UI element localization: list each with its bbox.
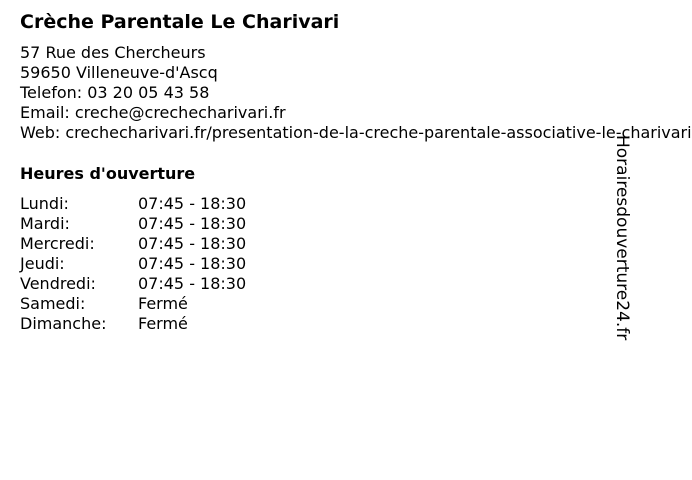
city-address: 59650 Villeneuve-d'Ascq	[20, 63, 218, 82]
time-value: 07:45 - 18:30	[138, 234, 247, 253]
street-address: 57 Rue des Chercheurs	[20, 43, 206, 62]
website-link[interactable]: Web: crechecharivari.fr/presentation-de-la-creche-parentale-associative-le-charivari	[20, 123, 692, 142]
phone-number[interactable]: Telefon: 03 20 05 43 58	[20, 83, 210, 102]
day-label: Samedi:	[20, 294, 86, 313]
hours-row-monday	[20, 194, 280, 214]
opening-hours-heading: Heures d'ouverture	[20, 164, 196, 183]
time-value: Fermé	[138, 314, 188, 333]
day-label: Mardi:	[20, 214, 70, 233]
time-value: 07:45 - 18:30	[138, 194, 247, 213]
day-label: Jeudi:	[20, 254, 65, 273]
hours-row-wednesday	[20, 234, 280, 254]
time-value: 07:45 - 18:30	[138, 274, 247, 293]
hours-row-saturday	[20, 294, 280, 314]
contact-info	[20, 43, 692, 143]
site-brand-watermark: Horairesdouverture24.fr	[612, 135, 632, 341]
page-title: Crèche Parentale Le Charivari	[20, 11, 340, 33]
time-value: Fermé	[138, 294, 188, 313]
day-label: Vendredi:	[20, 274, 96, 293]
opening-hours-list	[20, 194, 280, 334]
hours-row-thursday	[20, 254, 280, 274]
time-value: 07:45 - 18:30	[138, 254, 247, 273]
day-label: Lundi:	[20, 194, 69, 213]
hours-row-friday	[20, 274, 280, 294]
hours-row-tuesday	[20, 214, 280, 234]
hours-row-sunday	[20, 314, 280, 334]
time-value: 07:45 - 18:30	[138, 214, 247, 233]
day-label: Mercredi:	[20, 234, 95, 253]
email-address[interactable]: Email: creche@crechecharivari.fr	[20, 103, 286, 122]
day-label: Dimanche:	[20, 314, 107, 333]
